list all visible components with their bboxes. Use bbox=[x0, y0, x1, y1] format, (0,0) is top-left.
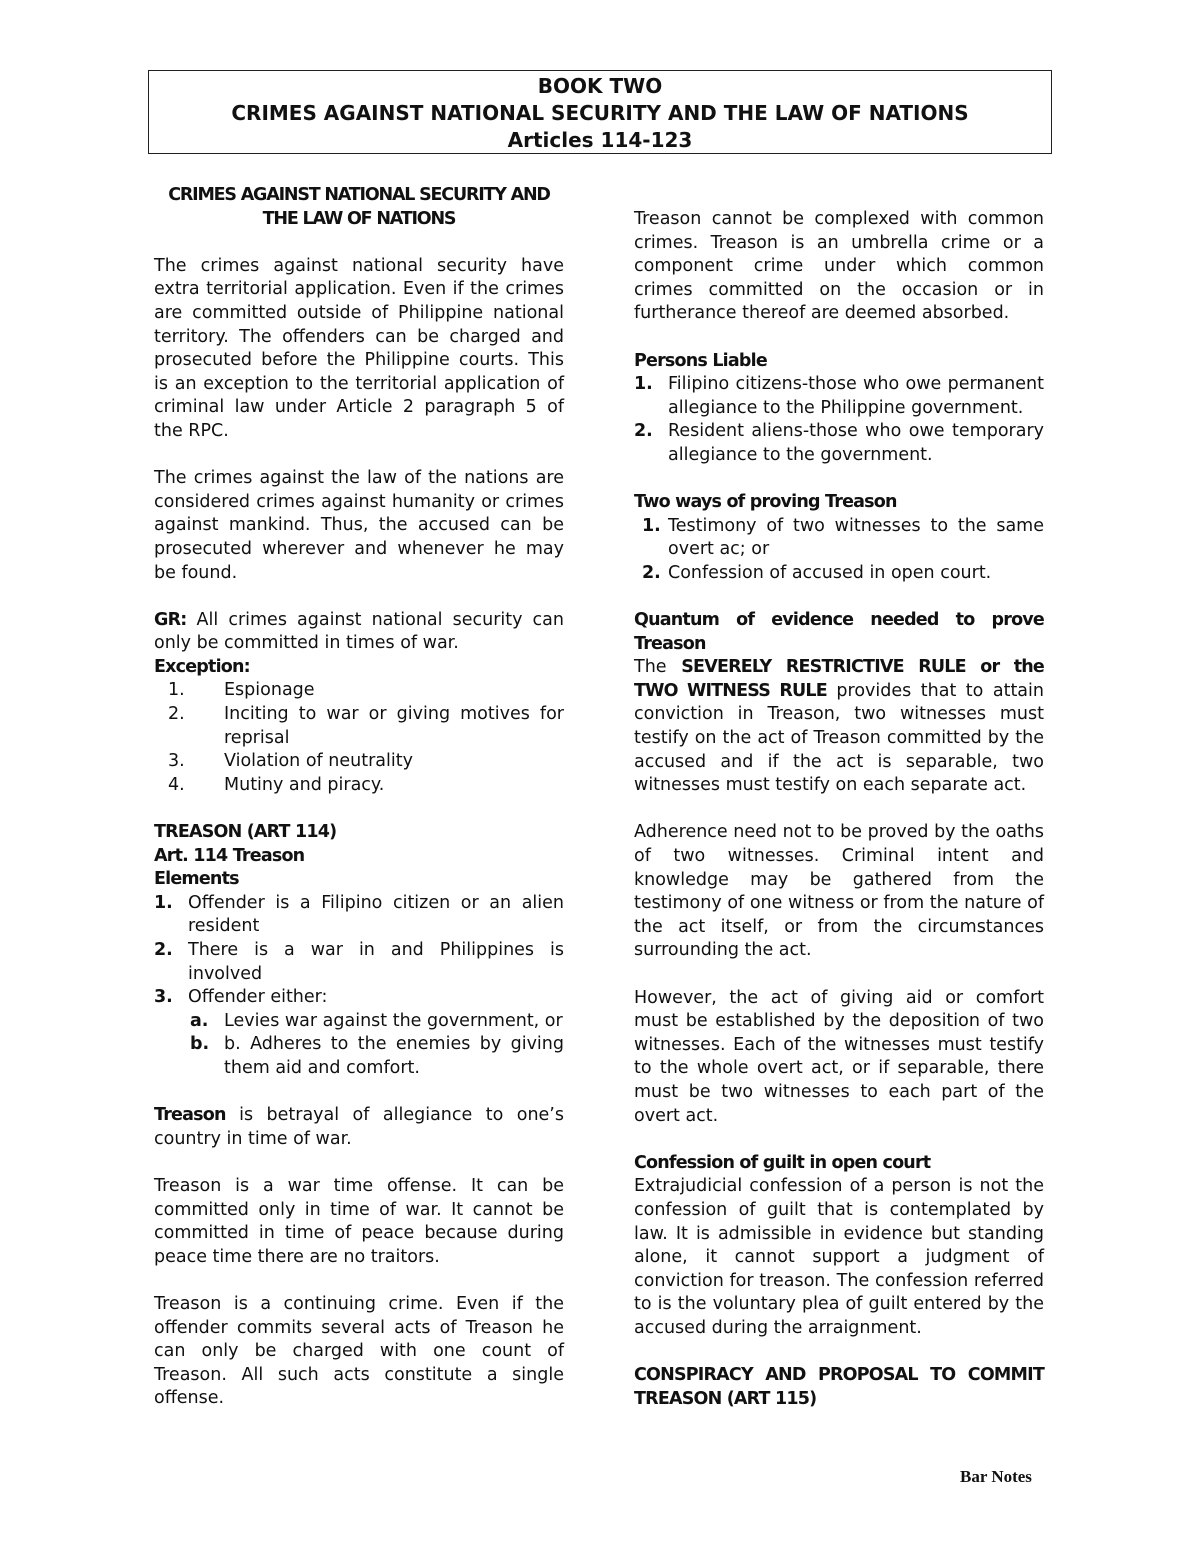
list-item: b. b. Adheres to the enemies by giving them aid and comfort. bbox=[190, 1034, 564, 1078]
quantum-label: Quantum of evidence needed to prove Treason bbox=[634, 610, 1044, 654]
paragraph-continuing-crime: Treason is a continuing crime. Even if the offender commits several acts of Treason he can only be charged with one count of Treason. All such acts constitute a single offense. bbox=[154, 1293, 564, 1409]
paragraph-law-of-nations: The crimes against the law of the nations are considered crimes against humanity or crimes against mankind. Thus, the accused can be prosecuted wherever and whenever he may be found. bbox=[154, 468, 564, 583]
footer-label: Bar Notes bbox=[960, 1467, 1032, 1486]
treason-heading: TREASON (ART 114) bbox=[154, 822, 337, 843]
articles-range: Articles 114-123 bbox=[507, 128, 693, 152]
exception-list bbox=[154, 679, 564, 797]
title-box bbox=[148, 70, 1052, 154]
list-item: 2. Confession of accused in open court. bbox=[642, 562, 992, 583]
list-item: 3. Violation of neutrality bbox=[168, 751, 413, 772]
paragraph-confession: Extrajudicial confession of a person is not the confession of guilt that is contemplated by law. It is admissible in evidence but standing alone, it cannot support a judgment of conviction for treason. The confession referred to is the voluntary plea of guilt entered by the accused during the arraignment. bbox=[634, 1176, 1044, 1338]
right-column bbox=[634, 208, 1044, 1411]
paragraph-war-time: Treason is a war time offense. It can be committed only in time of war. It cannot be committed in time of peace because during peace time there are no traitors. bbox=[154, 1175, 564, 1267]
article-heading: Art. 114 Treason bbox=[154, 845, 305, 866]
persons-liable-label: Persons Liable bbox=[634, 350, 767, 371]
exception-label: Exception: bbox=[154, 656, 250, 677]
list-item: 4. Mutiny and piracy. bbox=[168, 774, 385, 795]
list-item: 2. Inciting to war or giving motives for reprisal bbox=[168, 704, 564, 748]
list-item: 1. Offender is a Filipino citizen or an alien resident bbox=[154, 892, 564, 937]
list-item: a. Levies war against the government, or bbox=[190, 1010, 563, 1031]
elements-label: Elements bbox=[154, 869, 239, 890]
persons-list bbox=[634, 373, 1044, 467]
list-item: 1. Espionage bbox=[168, 680, 315, 701]
treason-definition: Treason is betrayal of allegiance to one’s country in time of war. bbox=[154, 1105, 564, 1149]
paragraph-adherence: Adherence need not to be proved by the oaths of two witnesses. Criminal intent and knowledge may be gathered from the testimony of one witness or from the nature of the act itself, or from the circumstances surrounding the act. bbox=[634, 822, 1044, 961]
list-item: 1. Testimony of two witnesses to the same overt ac; or bbox=[642, 515, 1044, 560]
ways-list bbox=[634, 515, 1044, 586]
list-item: 3. Offender either: bbox=[154, 987, 328, 1008]
ways-label: Two ways of proving Treason bbox=[634, 492, 897, 513]
elements-list bbox=[154, 892, 564, 1081]
paragraph-aid-comfort: However, the act of giving aid or comfort must be established by the deposition of two witnesses. Each of the witnesses must testify to the whole overt act, or if separable, there must be two witnesses to each part of the overt act. bbox=[634, 987, 1044, 1126]
conspiracy-heading: CONSPIRACY AND PROPOSAL TO COMMIT TREASON (ART 115) bbox=[634, 1365, 1044, 1409]
book-title: BOOK TWO bbox=[537, 74, 663, 98]
list-item: 2. Resident aliens-those who owe temporary allegiance to the government. bbox=[634, 421, 1044, 465]
confession-label: Confession of guilt in open court bbox=[634, 1152, 931, 1173]
general-rule: GR: All crimes against national security can only be committed in times of war. bbox=[154, 609, 564, 654]
paragraph-extraterritorial: The crimes against national security have extra territorial application. Even if the crimes are committed outside of Philippine national territory. The offenders can be charged and prosecuted before the Philippine courts. This is an exception to the territorial application of criminal law under Article 2 paragraph 5 of the RPC. bbox=[154, 255, 564, 441]
left-column bbox=[154, 184, 564, 1411]
paragraph-two-witness-rule: The SEVERELY RESTRICTIVE RULE or the TWO WITNESS RULE provides that to attain conviction in Treason, two witnesses must testify on the act of Treason committed by the accused and if the act is separable, two witnesses must testify on each separate act. bbox=[634, 657, 1044, 796]
list-item: 2. There is a war in and Philippines is involved bbox=[154, 940, 564, 984]
list-item: 1. Filipino citizens-those who owe permanent allegiance to the Philippine government. bbox=[634, 374, 1044, 418]
book-subtitle: CRIMES AGAINST NATIONAL SECURITY AND THE LAW OF NATIONS bbox=[231, 101, 969, 125]
section-title: CRIMES AGAINST NATIONAL SECURITY AND THE LAW OF NATIONS bbox=[168, 185, 550, 229]
paragraph-complex: Treason cannot be complexed with common crimes. Treason is an umbrella crime or a component crime under which common crimes committed on the occasion or in furtherance thereof are deemed absorbed. bbox=[634, 209, 1044, 324]
